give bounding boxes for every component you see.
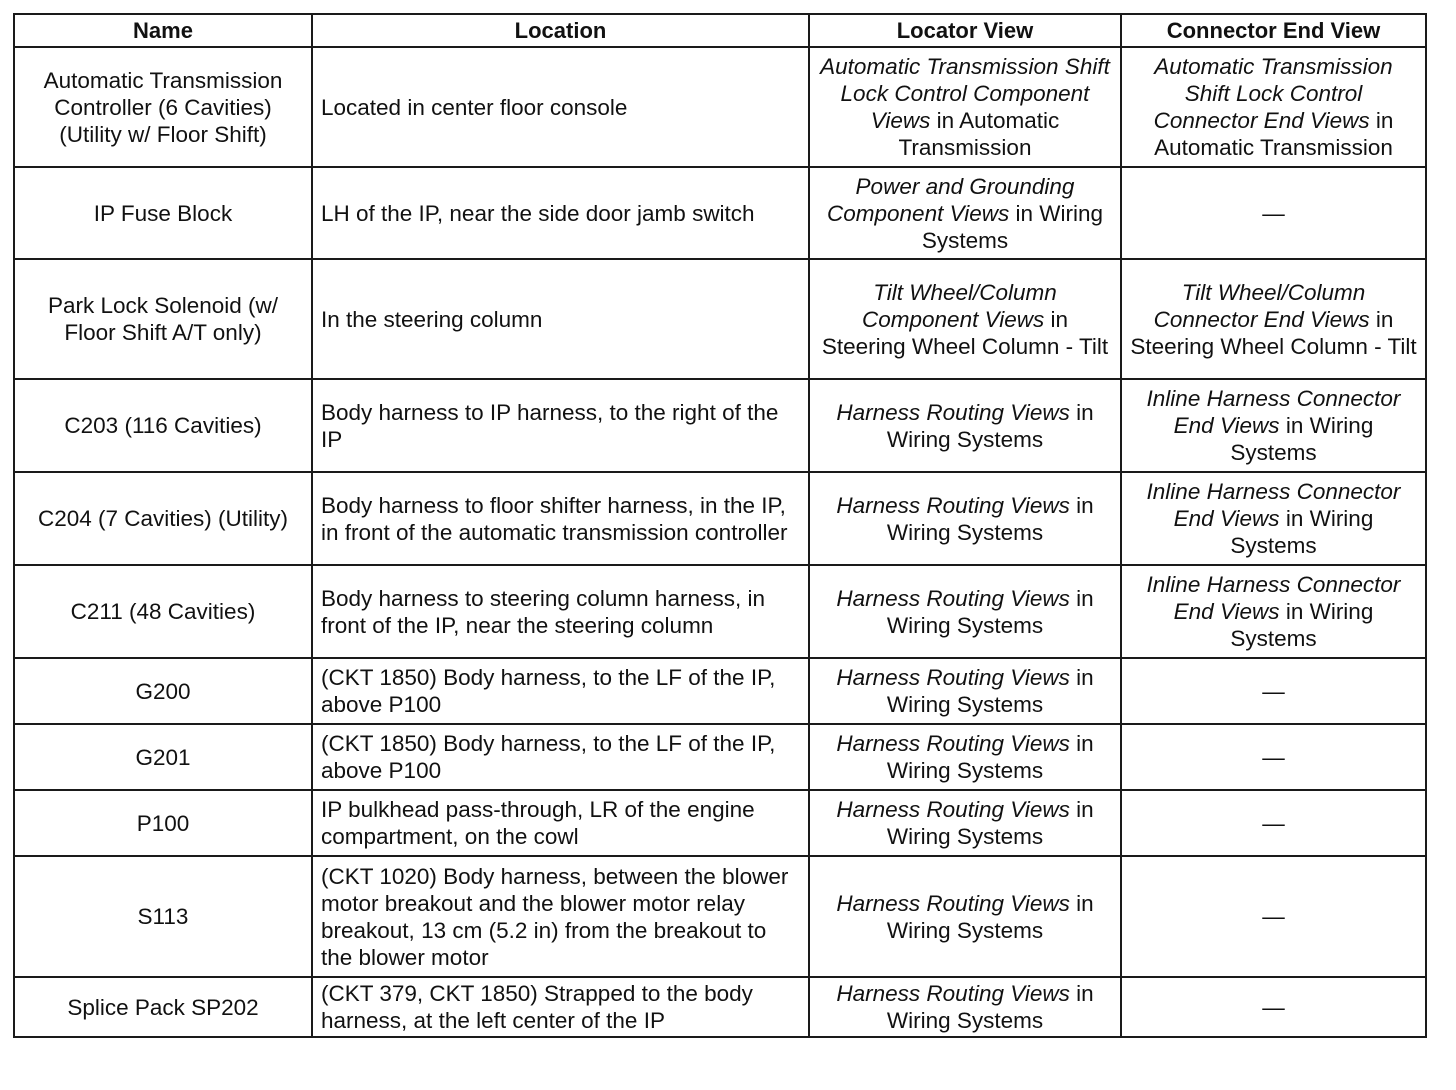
- view-reference: Harness Routing Views: [836, 731, 1070, 756]
- cell-location: Body harness to steering column harness, in front of the IP, near the steering column: [312, 565, 809, 658]
- view-joiner: in: [1369, 108, 1394, 133]
- cell-name: Splice Pack SP202: [14, 977, 312, 1037]
- header-connector-end-view: Connector End View: [1121, 14, 1426, 47]
- cell-locator-view: [809, 379, 1121, 472]
- view-joiner: in: [1069, 890, 1094, 916]
- cell-location: IP bulkhead pass-through, LR of the engine compartment, on the cowl: [312, 790, 809, 856]
- view-section: Wiring Systems: [886, 917, 1044, 943]
- view-reference: Tilt Wheel/Column Connector End Views: [1153, 279, 1370, 332]
- cell-locator-view: [809, 977, 1121, 1037]
- cell-name: P100: [14, 790, 312, 856]
- cell-location: (CKT 379, CKT 1850) Strapped to the body harness, at the left center of the IP: [312, 977, 809, 1037]
- view-joiner: in: [1069, 981, 1094, 1006]
- view-section: Wiring Systems: [886, 824, 1044, 849]
- table-row: [14, 565, 1426, 658]
- view-section: Steering Wheel Column - Tilt: [1130, 333, 1417, 359]
- view-reference: Harness Routing Views: [836, 981, 1070, 1006]
- no-view-dash: —: [1262, 810, 1285, 836]
- table-body: [14, 47, 1426, 1037]
- cell-name: C204 (7 Cavities) (Utility): [14, 472, 312, 565]
- cell-name: Automatic Transmission Controller (6 Cavities) (Utility w/ Floor Shift): [14, 47, 312, 167]
- view-section: Wiring Systems: [886, 612, 1044, 638]
- no-view-dash: —: [1262, 200, 1285, 226]
- cell-locator-view: [809, 790, 1121, 856]
- cell-locator-view: [809, 724, 1121, 790]
- header-name: Name: [14, 14, 312, 47]
- view-joiner: in: [1069, 585, 1094, 611]
- cell-location: In the steering column: [312, 259, 809, 379]
- cell-connector-end-view: [1121, 658, 1426, 724]
- cell-connector-end-view: [1121, 724, 1426, 790]
- view-section: Wiring Systems: [886, 1008, 1044, 1033]
- table-row: [14, 977, 1426, 1037]
- view-section: Wiring Systems: [886, 758, 1044, 783]
- view-joiner: in: [1369, 306, 1394, 332]
- view-reference: Harness Routing Views: [836, 399, 1070, 425]
- header-location: Location: [312, 14, 809, 47]
- cell-connector-end-view: [1121, 856, 1426, 977]
- cell-locator-view: [809, 47, 1121, 167]
- view-joiner: in: [1069, 731, 1094, 756]
- view-joiner: in: [1044, 306, 1068, 332]
- view-joiner: in: [1279, 506, 1310, 531]
- view-reference: Inline Harness Connector End Views: [1146, 386, 1401, 438]
- view-reference: Automatic Transmission Shift Lock Control Connector End Views: [1153, 54, 1393, 133]
- view-section: Wiring Systems: [886, 426, 1044, 452]
- cell-locator-view: [809, 658, 1121, 724]
- no-view-dash: —: [1262, 744, 1285, 770]
- view-reference: Harness Routing Views: [836, 665, 1070, 690]
- table-row: [14, 259, 1426, 379]
- table-row: [14, 790, 1426, 856]
- view-reference: Harness Routing Views: [836, 890, 1070, 916]
- cell-location: Body harness to floor shifter harness, in the IP, in front of the automatic transmission controller: [312, 472, 809, 565]
- cell-name: C203 (116 Cavities): [14, 379, 312, 472]
- no-view-dash: —: [1262, 678, 1285, 704]
- view-section: Wiring Systems: [1230, 599, 1374, 651]
- table-row: [14, 658, 1426, 724]
- view-joiner: in: [1009, 200, 1040, 226]
- cell-location: (CKT 1020) Body harness, between the blower motor breakout and the blower motor relay breakout, 13 cm (5.2 in) from the breakout to the blower motor: [312, 856, 809, 977]
- view-section: Steering Wheel Column - Tilt: [821, 333, 1109, 359]
- view-joiner: in: [1069, 797, 1094, 822]
- table-row: [14, 472, 1426, 565]
- cell-name: G200: [14, 658, 312, 724]
- view-joiner: in: [1279, 413, 1310, 438]
- view-joiner: in: [1069, 665, 1094, 690]
- header-row: [14, 14, 1426, 47]
- cell-name: G201: [14, 724, 312, 790]
- view-reference: Inline Harness Connector End Views: [1146, 572, 1401, 624]
- view-reference: Inline Harness Connector End Views: [1146, 479, 1401, 531]
- table-header: [14, 14, 1426, 47]
- cell-name: S113: [14, 856, 312, 977]
- view-section: Automatic Transmission: [1154, 135, 1393, 160]
- view-joiner: in: [1069, 492, 1094, 518]
- view-joiner: in: [930, 108, 960, 133]
- view-reference: Harness Routing Views: [836, 585, 1070, 611]
- view-section: Wiring Systems: [886, 692, 1044, 717]
- view-section: Wiring Systems: [1230, 506, 1374, 558]
- view-section: Wiring Systems: [1230, 413, 1374, 465]
- view-joiner: in: [1279, 599, 1310, 624]
- no-view-dash: —: [1262, 904, 1285, 929]
- cell-connector-end-view: [1121, 790, 1426, 856]
- cell-locator-view: [809, 565, 1121, 658]
- cell-location: LH of the IP, near the side door jamb switch: [312, 167, 809, 259]
- cell-connector-end-view: [1121, 167, 1426, 259]
- cell-name: IP Fuse Block: [14, 167, 312, 259]
- cell-connector-end-view: [1121, 47, 1426, 167]
- view-reference: Power and Grounding Component Views: [827, 173, 1075, 226]
- view-section: Wiring Systems: [921, 200, 1103, 253]
- cell-locator-view: [809, 259, 1121, 379]
- cell-locator-view: [809, 167, 1121, 259]
- view-section: Automatic Transmission: [898, 108, 1060, 160]
- cell-connector-end-view: [1121, 259, 1426, 379]
- view-reference: Harness Routing Views: [836, 492, 1070, 518]
- view-joiner: in: [1069, 399, 1094, 425]
- header-locator-view: Locator View: [809, 14, 1121, 47]
- table-row: [14, 724, 1426, 790]
- component-locator-table: [13, 13, 1427, 1038]
- view-reference: Automatic Transmission Shift Lock Control Component Views: [820, 54, 1110, 133]
- cell-connector-end-view: [1121, 379, 1426, 472]
- cell-name: Park Lock Solenoid (w/ Floor Shift A/T only): [14, 259, 312, 379]
- table-row: [14, 47, 1426, 167]
- view-reference: Tilt Wheel/Column Component Views: [862, 279, 1057, 332]
- cell-connector-end-view: [1121, 565, 1426, 658]
- table-row: [14, 856, 1426, 977]
- view-reference: Harness Routing Views: [836, 797, 1070, 822]
- cell-connector-end-view: [1121, 472, 1426, 565]
- cell-location: Body harness to IP harness, to the right of the IP: [312, 379, 809, 472]
- cell-location: (CKT 1850) Body harness, to the LF of the IP, above P100: [312, 658, 809, 724]
- cell-name: C211 (48 Cavities): [14, 565, 312, 658]
- cell-location: (CKT 1850) Body harness, to the LF of the IP, above P100: [312, 724, 809, 790]
- cell-locator-view: [809, 472, 1121, 565]
- no-view-dash: —: [1262, 994, 1285, 1020]
- table-row: [14, 167, 1426, 259]
- cell-connector-end-view: [1121, 977, 1426, 1037]
- cell-locator-view: [809, 856, 1121, 977]
- table-row: [14, 379, 1426, 472]
- view-section: Wiring Systems: [886, 519, 1044, 545]
- cell-location: Located in center floor console: [312, 47, 809, 167]
